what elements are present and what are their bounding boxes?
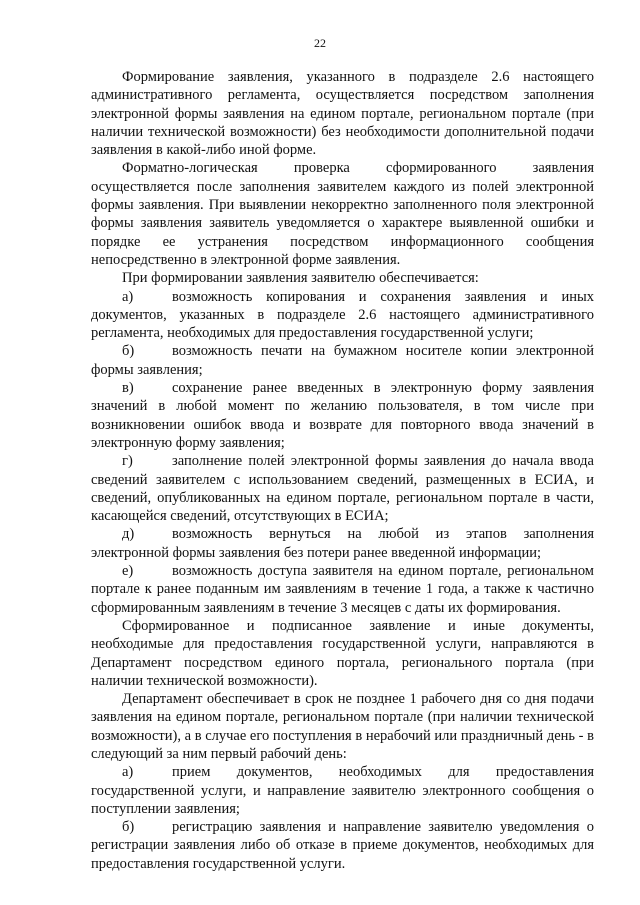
list-item (91, 288, 594, 343)
list-item (91, 342, 594, 379)
paragraph: При формировании заявления заявителю обеспечивается: (122, 270, 479, 287)
document-body (91, 68, 594, 873)
paragraph: Формирование заявления, указанного в подразделе 2.6 настоящего административного регламента, осуществляется посредством заполнения электронной формы заявления на едином портале, региональном портале (при наличии технической возможности) без необходимости дополнительной подачи заявления в какой-либо иной форме. (91, 69, 594, 159)
list-marker: г) (122, 453, 133, 470)
list-item-text: возможность копирования и сохранения заявления и иных документов, указанных в подразделе 2.6 настоящего административного регламента, необходимых для предоставления государственной услуги; (91, 288, 594, 342)
list-item (91, 763, 594, 818)
list-marker: а) (122, 288, 134, 305)
list-item-text: возможность доступа заявителя на едином портале, региональном портале к ранее поданным им заявлениям в течение 1 года, а также к частично сформированным заявлениям в течение 3 месяцев с даты их формирования. (91, 563, 594, 616)
list-item-text: возможность вернуться на любой из этапов заполнения электронной формы заявления без потери ранее введенной информации; (91, 526, 594, 561)
paragraph: Департамент обеспечивает в срок не позднее 1 рабочего дня со дня подачи заявления на едином портале, региональном портале (при наличии технической возможности), а в случае его поступления в нерабочий или праздничный день - в следующий за ним первый рабочий день: (91, 691, 594, 762)
list-marker: д) (122, 526, 135, 543)
list-marker: б) (122, 819, 135, 836)
list-item-text: сохранение ранее введенных в электронную форму заявления значений в любой момент по желанию пользователя, в том числе при возникновении ошибок ввода и возврате для повторного ввода значений в электронную форму заявления; (91, 380, 594, 451)
list-marker: а) (122, 764, 134, 781)
list-item-text: возможность печати на бумажном носителе копии электронной формы заявления; (91, 343, 594, 378)
list-item (91, 562, 594, 617)
page-number: 22 (314, 36, 326, 50)
list-item-text: регистрацию заявления и направление заявителю уведомления о регистрации заявления либо об отказе в приеме документов, необходимых для предоставления государственной услуги. (91, 819, 594, 872)
paragraph: Форматно-логическая проверка сформированного заявления осуществляется после заполнения заявителем каждого из полей электронной формы заявления. При выявлении некорректно заполненного поля электронной формы заявления заявитель уведомляется о характере выявленной ошибки и порядке ее устранения посредством информационного сообщения непосредственно в электронной форме заявления. (91, 160, 594, 268)
list-marker: е) (122, 563, 134, 580)
list-item (91, 379, 594, 452)
list-item-text: прием документов, необходимых для предоставления государственной услуги, и направление заявителю электронного сообщения о поступлении заявления; (91, 764, 594, 817)
list-item (91, 452, 594, 525)
list-marker: б) (122, 343, 135, 360)
list-item (91, 818, 594, 873)
list-item (91, 525, 594, 562)
paragraph: Сформированное и подписанное заявление и иные документы, необходимые для предоставления государственной услуги, направляются в Департамент посредством единого портала, регионального портала (при наличии технической возможности). (91, 617, 594, 689)
list-item-text: заполнение полей электронной формы заявления до начала ввода сведений заявителем с использованием сведений, размещенных в ЕСИА, и сведений, опубликованных на едином портале, региональном портале в части, касающейся сведений, отсутствующих в ЕСИА; (91, 453, 594, 525)
list-marker: в) (122, 380, 134, 397)
